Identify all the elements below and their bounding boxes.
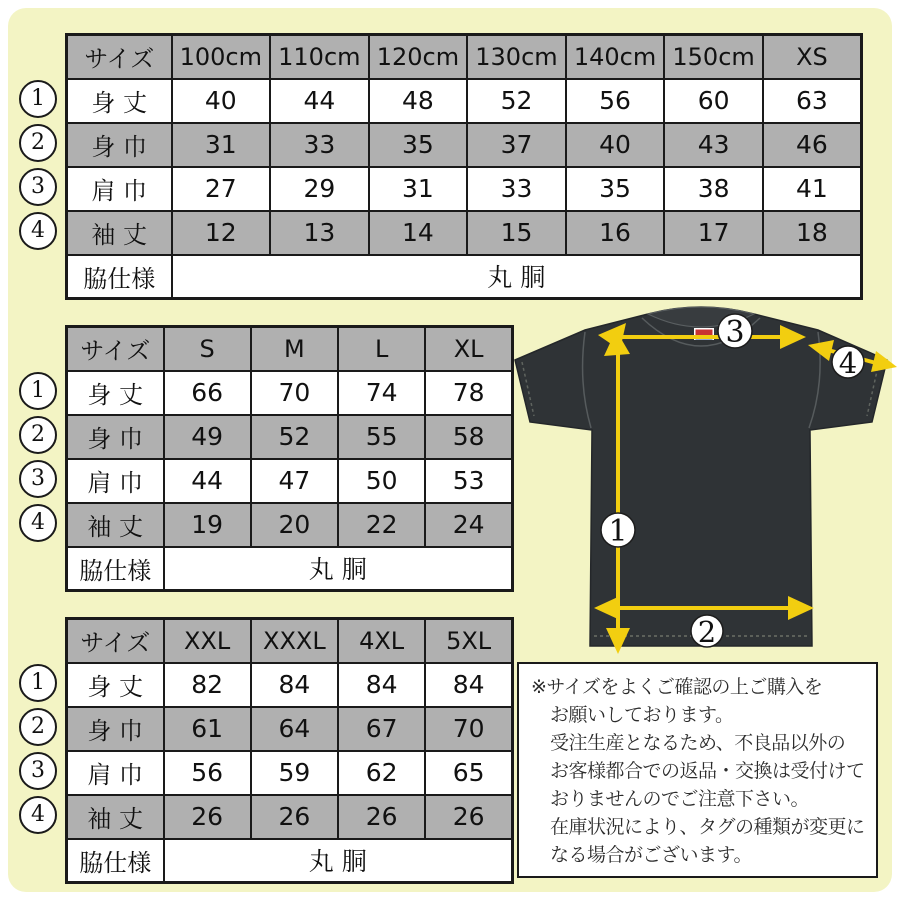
size-column-header: XXXL: [251, 619, 338, 663]
size-value-cell: 26: [338, 795, 425, 839]
footer-label: 脇仕様: [67, 255, 172, 299]
row-number-circle: 2: [19, 124, 57, 162]
row-number-circle: 4: [19, 212, 57, 250]
size-column-header: 150cm: [664, 35, 763, 79]
adult-size-table: [15, 325, 514, 592]
size-value-cell: 70: [251, 371, 338, 415]
size-column-header: 110cm: [270, 35, 369, 79]
size-value-cell: 15: [467, 211, 566, 255]
size-column-header: 130cm: [467, 35, 566, 79]
size-value-cell: 61: [164, 707, 251, 751]
footer-label: 脇仕様: [67, 547, 164, 591]
size-value-cell: 84: [338, 663, 425, 707]
size-value-cell: 38: [664, 167, 763, 211]
size-value-cell: 78: [425, 371, 512, 415]
svg-text:2: 2: [697, 615, 717, 649]
row-label: 袖 丈: [67, 211, 172, 255]
row-number-circle: 2: [19, 416, 57, 454]
size-value-cell: 26: [164, 795, 251, 839]
row-number-circle: 4: [19, 504, 57, 542]
size-value-cell: 26: [251, 795, 338, 839]
size-header-cell: サイズ: [67, 327, 164, 371]
row-label: 身 巾: [67, 415, 164, 459]
size-value-cell: 16: [566, 211, 665, 255]
size-header-cell: サイズ: [67, 619, 164, 663]
row-label: 肩 巾: [67, 459, 164, 503]
notice-line: 受注生産となるため、不良品以外の: [550, 732, 846, 754]
row-number-circle: 3: [19, 168, 57, 206]
notice-line: お客様都合での返品・交換は受付けて: [550, 760, 865, 782]
size-value-cell: 58: [425, 415, 512, 459]
size-value-cell: 43: [664, 123, 763, 167]
size-value-cell: 50: [338, 459, 425, 503]
size-value-cell: 52: [467, 79, 566, 123]
size-column-header: 100cm: [172, 35, 271, 79]
row-number-circle: 3: [19, 752, 57, 790]
notice-line: お願いしております。: [550, 704, 734, 726]
size-column-header: XS: [763, 35, 862, 79]
size-column-header: S: [164, 327, 251, 371]
size-value-cell: 56: [164, 751, 251, 795]
notice-line: なる場合がございます。: [550, 844, 752, 866]
size-value-cell: 14: [369, 211, 468, 255]
row-number-circle: 4: [19, 796, 57, 834]
row-label: 袖 丈: [67, 503, 164, 547]
size-column-header: 5XL: [425, 619, 512, 663]
size-header-cell: サイズ: [67, 35, 172, 79]
size-value-cell: 64: [251, 707, 338, 751]
size-value-cell: 40: [566, 123, 665, 167]
row-number-circle: 3: [19, 460, 57, 498]
size-value-cell: 67: [338, 707, 425, 751]
footer-value: 丸 胴: [164, 839, 513, 883]
size-value-cell: 26: [425, 795, 512, 839]
notice-box: [517, 662, 878, 878]
size-value-cell: 33: [467, 167, 566, 211]
row-label: 袖 丈: [67, 795, 164, 839]
notice-line: ※サイズをよくご確認の上ご購入を: [531, 676, 823, 698]
size-value-cell: 18: [763, 211, 862, 255]
svg-text:3: 3: [725, 315, 745, 350]
row-label: 身 巾: [67, 123, 172, 167]
size-value-cell: 37: [467, 123, 566, 167]
size-value-cell: 35: [566, 167, 665, 211]
tshirt-measurement-diagram: [498, 298, 900, 660]
size-value-cell: 52: [251, 415, 338, 459]
row-number-circle: 1: [19, 80, 57, 118]
size-value-cell: 59: [251, 751, 338, 795]
size-value-cell: 31: [172, 123, 271, 167]
size-value-cell: 31: [369, 167, 468, 211]
row-number-circle: 1: [19, 372, 57, 410]
size-value-cell: 84: [251, 663, 338, 707]
size-value-cell: 19: [164, 503, 251, 547]
notice-line: 在庫状況により、タグの種類が変更に: [550, 816, 865, 838]
row-number-circle: 1: [19, 664, 57, 702]
footer-value: 丸 胴: [172, 255, 862, 299]
size-value-cell: 24: [425, 503, 512, 547]
row-label: 身 丈: [67, 663, 164, 707]
size-value-cell: 20: [251, 503, 338, 547]
size-value-cell: 47: [251, 459, 338, 503]
big-size-table: [15, 617, 514, 884]
svg-text:1: 1: [608, 514, 628, 549]
row-label: 肩 巾: [67, 751, 164, 795]
size-value-cell: 40: [172, 79, 271, 123]
size-value-cell: 13: [270, 211, 369, 255]
size-value-cell: 35: [369, 123, 468, 167]
size-value-cell: 48: [369, 79, 468, 123]
row-label: 身 丈: [67, 79, 172, 123]
row-label: 肩 巾: [67, 167, 172, 211]
size-value-cell: 22: [338, 503, 425, 547]
notice-line: おりませんのでご注意下さい。: [550, 788, 810, 810]
size-value-cell: 41: [763, 167, 862, 211]
row-label: 身 巾: [67, 707, 164, 751]
size-value-cell: 17: [664, 211, 763, 255]
footer-label: 脇仕様: [67, 839, 164, 883]
size-value-cell: 33: [270, 123, 369, 167]
svg-text:4: 4: [838, 346, 858, 380]
size-value-cell: 53: [425, 459, 512, 503]
size-value-cell: 84: [425, 663, 512, 707]
size-value-cell: 65: [425, 751, 512, 795]
size-value-cell: 27: [172, 167, 271, 211]
kids-size-table: [15, 33, 863, 300]
size-value-cell: 62: [338, 751, 425, 795]
kids-size-table-grid: [65, 33, 863, 300]
size-value-cell: 46: [763, 123, 862, 167]
size-column-header: L: [338, 327, 425, 371]
size-value-cell: 63: [763, 79, 862, 123]
size-value-cell: 55: [338, 415, 425, 459]
size-value-cell: 44: [270, 79, 369, 123]
row-label: 身 丈: [67, 371, 164, 415]
size-value-cell: 56: [566, 79, 665, 123]
size-value-cell: 70: [425, 707, 512, 751]
tshirt-body: [515, 307, 887, 646]
size-value-cell: 82: [164, 663, 251, 707]
size-value-cell: 74: [338, 371, 425, 415]
size-column-header: XXL: [164, 619, 251, 663]
big-size-table-grid: [65, 617, 514, 884]
size-value-cell: 29: [270, 167, 369, 211]
size-value-cell: 60: [664, 79, 763, 123]
size-column-header: 140cm: [566, 35, 665, 79]
size-value-cell: 66: [164, 371, 251, 415]
adult-size-table-grid: [65, 325, 514, 592]
size-column-header: XL: [425, 327, 512, 371]
size-column-header: 4XL: [338, 619, 425, 663]
size-column-header: M: [251, 327, 338, 371]
size-value-cell: 49: [164, 415, 251, 459]
footer-value: 丸 胴: [164, 547, 513, 591]
row-number-circle: 2: [19, 708, 57, 746]
size-value-cell: 44: [164, 459, 251, 503]
size-column-header: 120cm: [369, 35, 468, 79]
size-value-cell: 12: [172, 211, 271, 255]
